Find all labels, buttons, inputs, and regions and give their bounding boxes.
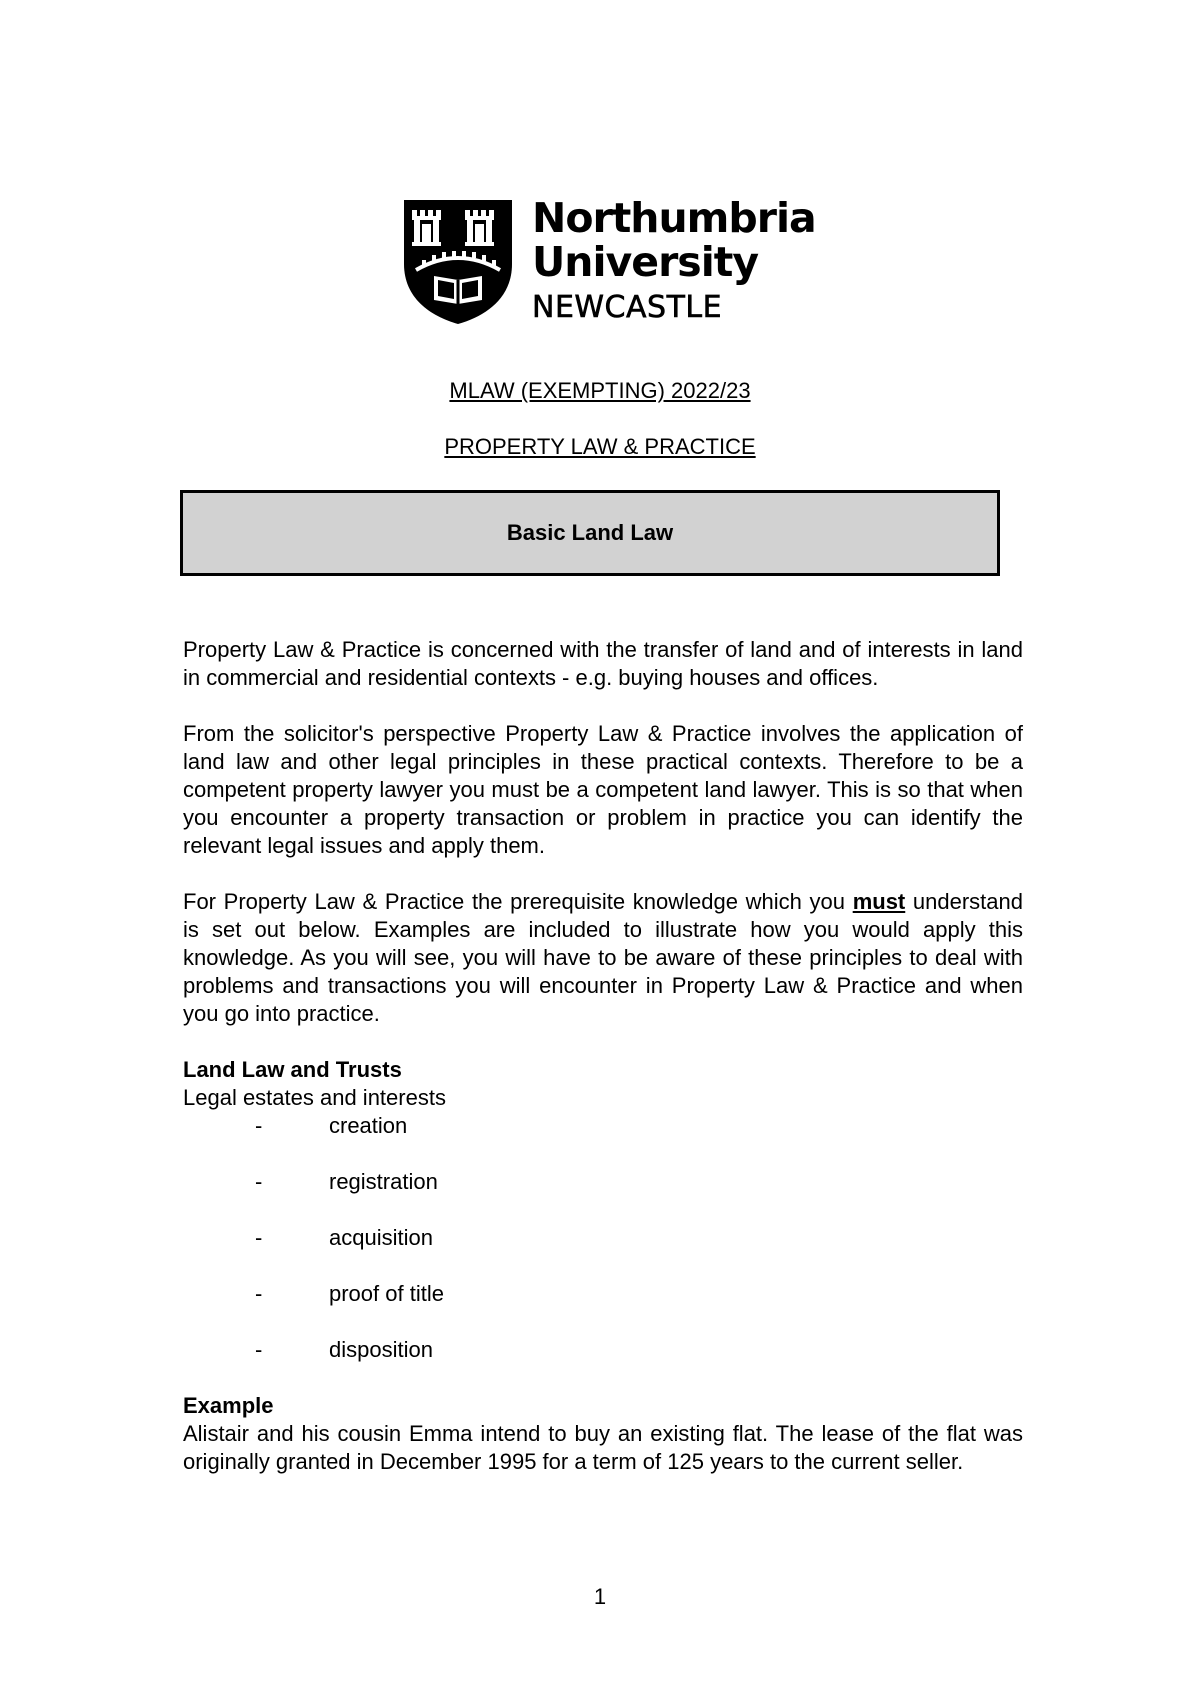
logo-text-newcastle: NEWCASTLE xyxy=(532,290,723,325)
paragraph-prerequisites-start: For Property Law & Practice the prerequisite knowledge which you xyxy=(183,889,853,914)
page-number: 1 xyxy=(593,1584,607,1609)
course-title: MLAW (EXEMPTING) 2022/23 xyxy=(449,378,751,403)
university-logo xyxy=(402,194,816,326)
document-body xyxy=(183,636,1023,1476)
list-item xyxy=(183,1224,1023,1252)
list-item-text: acquisition xyxy=(329,1225,433,1250)
list-item-text: registration xyxy=(329,1169,438,1194)
example-heading: Example xyxy=(183,1393,274,1418)
logo-text-university: University xyxy=(532,238,759,286)
shield-crest-icon xyxy=(402,198,514,326)
list-dash: - xyxy=(255,1337,263,1362)
emphasis-must: must xyxy=(852,889,906,914)
list-dash: - xyxy=(255,1169,263,1194)
list-dash: - xyxy=(255,1225,263,1250)
list-item-text: proof of title xyxy=(329,1281,444,1306)
paragraph-perspective: From the solicitor's perspective Property Law & Practice involves the application of land law and other legal principles in these practical contexts. Therefore to be a competent property lawyer you must be a competent land lawyer. This is so that when you encounter a property transaction or problem in practice you can identify the relevant legal issues and apply them. xyxy=(183,721,1023,858)
list-dash: - xyxy=(255,1113,263,1138)
list-dash: - xyxy=(255,1281,263,1306)
list-item-text: creation xyxy=(329,1113,408,1138)
topic-list xyxy=(183,1112,1023,1364)
module-title: PROPERTY LAW & PRACTICE xyxy=(444,434,756,459)
list-item xyxy=(183,1336,1023,1364)
section-subheading: Legal estates and interests xyxy=(183,1085,446,1110)
topic-box-label: Basic Land Law xyxy=(506,520,674,545)
paragraph-prerequisites xyxy=(183,888,1023,1028)
example-text: Alistair and his cousin Emma intend to buy an existing flat. The lease of the flat was originally granted in December 1995 for a term of 125 years to the current seller. xyxy=(183,1421,1023,1474)
list-item-text: disposition xyxy=(329,1337,433,1362)
topic-box xyxy=(180,490,1000,576)
paragraph-intro: Property Law & Practice is concerned with the transfer of land and of interests in land in commercial and residential contexts - e.g. buying houses and offices. xyxy=(183,637,1023,690)
section-heading: Land Law and Trusts xyxy=(183,1057,402,1082)
paragraph-prerequisites-end: understand is set out below. Examples are included to illustrate how you would apply this knowledge. As you will see, you will have to be aware of these principles to deal with problems and transactions you will encounter in Property Law & Practice and when you go into practice. xyxy=(183,889,1023,1026)
list-item xyxy=(183,1168,1023,1196)
list-item xyxy=(183,1280,1023,1308)
list-item xyxy=(183,1112,1023,1140)
logo-text-northumbria: Northumbria xyxy=(532,194,816,242)
